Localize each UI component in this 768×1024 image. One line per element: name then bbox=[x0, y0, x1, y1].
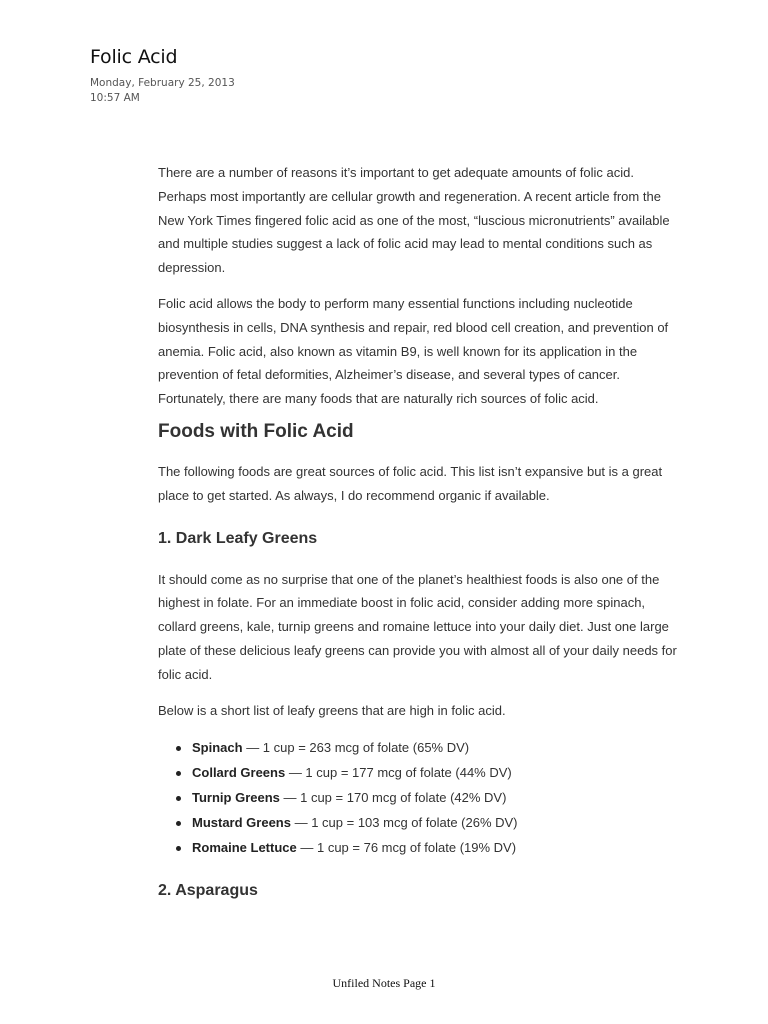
list-item-detail: — 1 cup = 103 mcg of folate (26% DV) bbox=[290, 814, 518, 830]
section-heading: Foods with Folic Acid bbox=[158, 420, 354, 442]
note-title: Folic Acid bbox=[90, 46, 178, 68]
list-item bbox=[192, 811, 682, 836]
intro-paragraph-1: There are a number of reasons it’s important to get adequate amounts of folic acid. Perhaps most importantly are cellular growth and regeneration. A recent article from the New York Times fingered folic acid as one of the most, “luscious micronutrients” available and multiple studies suggest a lack of folic acid may lead to mental conditions such as depression. bbox=[158, 165, 670, 276]
note-header bbox=[90, 46, 235, 106]
section-intro: The following foods are great sources of folic acid. This list isn’t expansive but is a great place to get started. As always, I do recommend organic if available. bbox=[158, 463, 663, 503]
greens-list bbox=[158, 736, 682, 860]
intro-paragraph-2: Folic acid allows the body to perform many essential functions including nucleotide biosynthesis in cells, DNA synthesis and repair, red blood cell creation, and prevention of anemia. Folic acid, also known as vitamin B9, is well known for its application in the prevention of fetal deformities, Alzheimer’s disease, and several types of cancer. Fortunately, there are many foods that are naturally rich sources of folic acid. bbox=[158, 295, 669, 407]
note-date: Monday, February 25, 2013 bbox=[90, 77, 235, 89]
list-item-detail: — 1 cup = 263 mcg of folate (65% DV) bbox=[242, 740, 470, 756]
article-body bbox=[158, 161, 682, 920]
list-item-name: Spinach bbox=[192, 740, 243, 756]
list-item-name: Mustard Greens bbox=[192, 814, 291, 830]
greens-paragraph: It should come as no surprise that one of the planet’s healthiest foods is also one of the highest in folate. For an immediate boost in folic acid, consider adding more spinach, collard greens, kale, turnip greens and romaine lettuce into your daily diet. Just one large plate of these delicious leafy greens can provide you with almost all of your daily needs for folic acid. bbox=[158, 571, 677, 682]
list-item-detail: — 1 cup = 177 mcg of folate (44% DV) bbox=[285, 765, 512, 781]
list-item bbox=[192, 836, 682, 861]
list-item-name: Collard Greens bbox=[192, 765, 286, 781]
note-time: 10:57 AM bbox=[90, 92, 140, 104]
list-item-detail: — 1 cup = 76 mcg of folate (19% DV) bbox=[296, 839, 517, 855]
list-item bbox=[192, 761, 682, 786]
page-footer: Unfiled Notes Page 1 bbox=[332, 976, 436, 990]
list-item bbox=[192, 786, 682, 811]
list-item-name: Turnip Greens bbox=[192, 789, 280, 805]
subsection-heading-greens: 1. Dark Leafy Greens bbox=[158, 529, 318, 547]
list-item-detail: — 1 cup = 170 mcg of folate (42% DV) bbox=[279, 789, 507, 805]
list-item-name: Romaine Lettuce bbox=[192, 839, 297, 855]
greens-list-intro: Below is a short list of leafy greens that are high in folic acid. bbox=[158, 702, 506, 718]
list-item bbox=[192, 736, 682, 761]
subsection-heading-asparagus: 2. Asparagus bbox=[158, 882, 258, 900]
